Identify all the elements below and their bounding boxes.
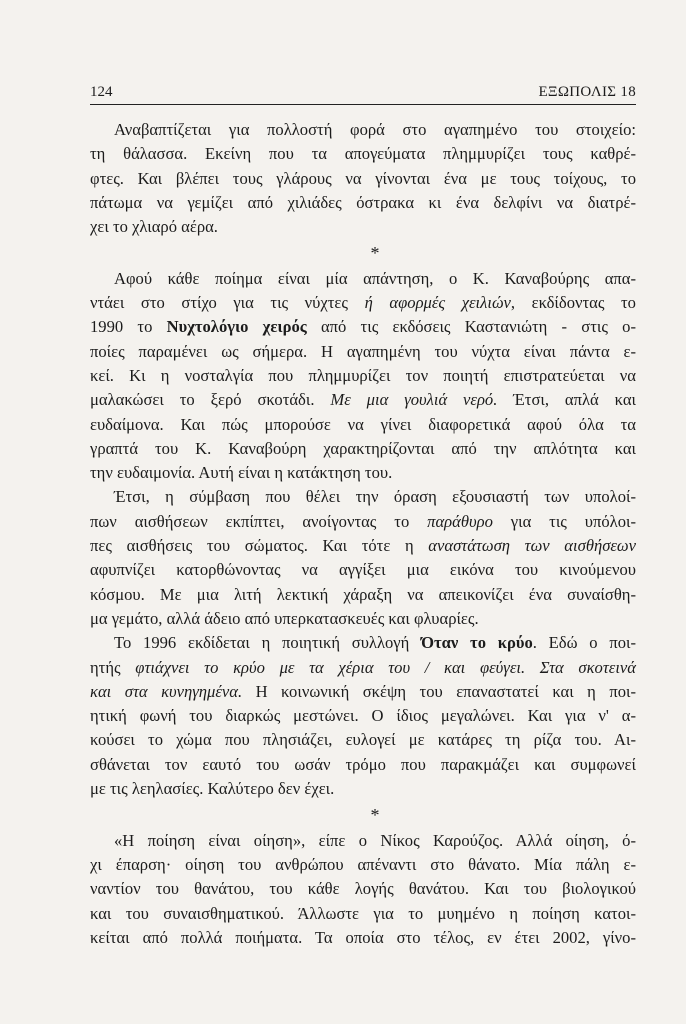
text-run: πες αισθήσεις του σώματος. Και τότε η <box>90 536 429 556</box>
text-line: κόσμου. Με μια λιτή λεκτική χάραξη να απεικονίζει ένα συναίσθη- <box>90 584 636 604</box>
section-separator-1: * <box>370 243 380 264</box>
article-body <box>90 118 636 950</box>
text-line: σθάνεται τον εαυτό του ωσάν τρόμο που παρακμάζει και συμφωνεί <box>90 754 636 774</box>
text-line: ναντίον του θανάτου, του κάθε λογής θανάτου. Και του βιολογικού <box>90 879 636 899</box>
text-line <box>90 388 636 412</box>
text-line: ητική φωνή του διαρκώς μεστώνει. Ο ίδιος μεγαλώνει. Και για ν' α- <box>90 706 636 726</box>
text-line <box>90 534 636 558</box>
text-run: 1990 το <box>90 317 167 337</box>
paragraph-2 <box>90 267 636 486</box>
text-line: ποίες παραμένει ως σήμερα. Η αγαπημένη του νύχτα είναι πάντα ε- <box>90 341 636 361</box>
italic-phrase: φτιάχνει το κρύο με τα χέρια του / και φεύγει. Στα σκοτεινά <box>135 657 636 677</box>
text-line: γραπτά του Κ. Καναβούρη χαρακτηρίζονται από την απλότητα και <box>90 438 636 458</box>
text-run: για τις υπόλοι- <box>492 511 636 531</box>
paragraph-1 <box>90 118 636 239</box>
text-line: Έτσι, η σύμβαση που θέλει την όραση εξουσιαστή των υπολοί- <box>114 487 636 507</box>
text-line: «Η ποίηση είναι οίηση», είπε ο Νίκος Καρούζος. Αλλά οίηση, ό- <box>114 830 636 850</box>
text-run: , εκδίδοντας το <box>510 293 636 313</box>
text-line: πάτωμα να γεμίζει από χιλιάδες όστρακα κι ένα δελφίνι να διατρέ- <box>90 192 636 212</box>
text-line: φτες. Και βλέπει τους γλάρους να γίνονται ένα με τους τοίχους, το <box>90 168 636 188</box>
page-number: 124 <box>90 84 113 100</box>
text-line: την ευδαιμονία. Αυτή είναι η κατάκτηση του. <box>90 463 393 483</box>
text-line: μα γεμάτο, αλλά άδειο από υπερκατασκευές και φλυαρίες. <box>90 608 479 628</box>
text-line <box>90 510 636 534</box>
italic-phrase: αναστάτωση των αισθήσεων <box>428 536 636 556</box>
paragraph-3 <box>90 485 636 631</box>
text-run: Έτσι, απλά και <box>497 390 636 410</box>
italic-phrase: παράθυρο <box>427 511 493 531</box>
text-run: . Εδώ ο ποι- <box>532 633 636 653</box>
book-title-bold: Όταν το κρύο <box>421 633 533 653</box>
text-line <box>90 631 636 655</box>
journal-title: ΕΞΩΠΟΛΙΣ 18 <box>538 84 636 100</box>
running-header <box>90 80 636 105</box>
text-run: ητής <box>90 657 136 677</box>
text-line: με τις λεηλασίες. Καλύτερο δεν έχει. <box>90 779 335 799</box>
paragraph-5 <box>90 829 636 950</box>
text-line <box>90 315 636 339</box>
text-line: κείται από πολλά ποιήματα. Τα οποία στο τέλος, εν έτει 2002, γίνο- <box>90 927 636 947</box>
paragraph-4 <box>90 631 636 801</box>
text-line: κεί. Κι η νοσταλγία που πλημμυρίζει τον ποιητή επιστρατεύεται να <box>90 365 636 385</box>
text-line: χει το χλιαρό αέρα. <box>90 217 218 237</box>
book-title-bold: Νυχτολόγιο χειρός <box>166 317 307 337</box>
text-line: Αναβαπτίζεται για πολλοστή φορά στο αγαπημένο του στοιχείο: <box>114 120 636 139</box>
text-line <box>90 680 636 704</box>
section-separator-2: * <box>370 805 380 826</box>
text-run: μαλακώσει το ξερό σκοτάδι. <box>90 390 331 410</box>
text-line: Αφού κάθε ποίημα είναι μία απάντηση, ο Κ. Καναβούρης απα- <box>114 268 636 288</box>
text-line: κούσει το χώμα που πλησιάζει, ευλογεί με κατάρες τη ρίζα του. Αι- <box>90 730 636 750</box>
italic-phrase: Με μια γουλιά νερό. <box>330 390 498 410</box>
italic-phrase: και στα κυνηγημένα. <box>90 681 243 701</box>
text-line <box>90 656 636 680</box>
text-line: αφυπνίζει κατορθώνοντας να αγγίξει μια εικόνα του κινούμενου <box>90 560 636 580</box>
text-run: Η κοινωνική σκέψη του επαναστατεί και η ποι- <box>242 681 636 701</box>
text-line: χι έπαρση· οίηση του ανθρώπου απέναντι στο θάνατο. Μία πάλη ε- <box>90 854 636 874</box>
text-line: ευδαίμονα. Και πώς μπορούσε να γίνει διαφορετικά αφού όλα τα <box>90 414 636 434</box>
italic-phrase: ή αφορμές χειλιών <box>364 293 511 313</box>
text-run: πων αισθήσεων εκπίπτει, ανοίγοντας το <box>90 511 428 531</box>
text-run: Το 1996 εκδίδεται η ποιητική συλλογή <box>114 633 422 653</box>
text-line: τη θάλασσα. Εκείνη που τα απογεύματα πλημμυρίζει τους καθρέ- <box>90 144 636 164</box>
text-line <box>90 291 636 315</box>
text-run: ντάει στο στίχο για τις νύχτες <box>90 293 365 313</box>
text-run: από τις εκδόσεις Καστανιώτη - στις ο- <box>306 317 636 337</box>
text-line: και του συναισθηματικού. Άλλωστε για το μυημένο η ποίηση κατοι- <box>90 903 636 923</box>
